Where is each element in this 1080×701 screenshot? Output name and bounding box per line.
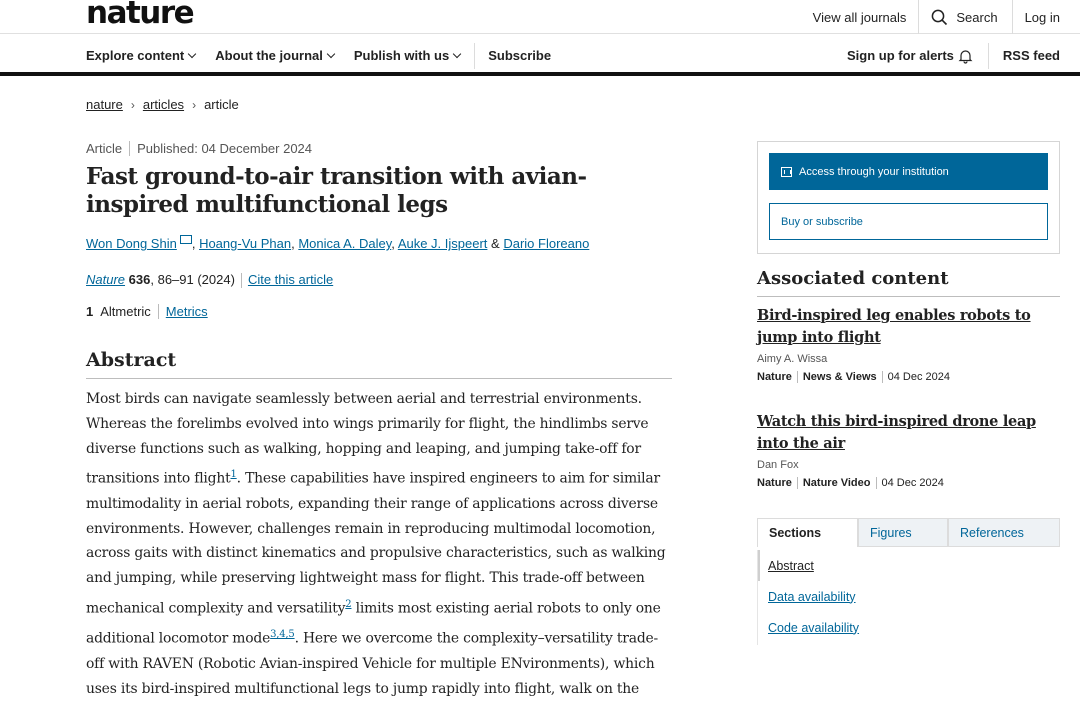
author-link[interactable]: Dario Floreano — [503, 236, 590, 251]
author-link[interactable]: Won Dong Shin — [86, 236, 177, 251]
buy-subscribe-button[interactable]: Buy or subscribe — [769, 203, 1048, 240]
volume: 636 — [128, 272, 151, 287]
associated-item — [757, 411, 1060, 489]
chevron-down-icon — [327, 49, 335, 57]
section-link-abstract[interactable]: Abstract — [757, 550, 1060, 581]
breadcrumb-current: article — [204, 97, 239, 112]
top-links — [801, 0, 1080, 34]
access-institution-label: Access through your institution — [799, 165, 949, 178]
associated-item-type: News & Views — [802, 371, 877, 383]
mail-icon[interactable] — [180, 235, 192, 244]
rss-feed-link[interactable]: RSS feed — [1002, 48, 1060, 63]
associated-item-date: 04 Dec 2024 — [887, 371, 951, 383]
reference-link[interactable]: 1 — [230, 469, 237, 481]
article-tabs — [757, 518, 1060, 547]
access-box — [757, 141, 1060, 254]
published-date: Published: 04 December 2024 — [137, 141, 313, 156]
section-link-code-availability[interactable]: Code availability — [768, 620, 860, 635]
author-link[interactable]: Monica A. Daley — [298, 236, 392, 251]
associated-item-journal: Nature — [757, 477, 792, 489]
associated-item-date: 04 Dec 2024 — [881, 477, 944, 489]
associated-item — [757, 305, 1060, 383]
divider — [797, 477, 798, 489]
tab-sections[interactable]: Sections — [757, 518, 858, 547]
reference-link[interactable]: 3,4,5 — [270, 629, 295, 641]
cite-article-link[interactable]: Cite this article — [247, 272, 334, 287]
search-button[interactable] — [918, 0, 1011, 34]
breadcrumb-separator: › — [192, 97, 197, 112]
associated-item-author: Dan Fox — [757, 459, 799, 471]
pages: , 86–91 (2024) — [150, 272, 235, 287]
divider — [882, 371, 883, 383]
author-list: Won Dong Shin , Hoang-Vu Phan, Monica A. Daley, Auke J. Ijspeert & Dario Floreano — [86, 236, 590, 251]
top-bar — [0, 0, 1080, 34]
divider — [129, 141, 130, 156]
author-link[interactable]: Auke J. Ijspeert — [397, 236, 488, 251]
citation-line — [86, 272, 333, 288]
associated-item-type: Nature Video — [802, 477, 871, 489]
metrics-link[interactable]: Metrics — [165, 304, 208, 319]
associated-item-title[interactable]: Bird-inspired leg enables robots to jump into flight — [757, 307, 1031, 346]
view-all-journals-link[interactable]: View all journals — [812, 9, 907, 25]
nav-divider — [988, 43, 989, 69]
abstract-heading: Abstract — [86, 349, 672, 379]
nav-divider — [474, 43, 475, 69]
altmetric-line — [86, 304, 208, 319]
chevron-down-icon — [188, 49, 196, 57]
abstract-text — [86, 387, 676, 701]
associated-item-journal: Nature — [757, 371, 792, 383]
reference-link[interactable]: 2 — [345, 599, 352, 610]
subscribe-link[interactable]: Subscribe — [488, 48, 552, 63]
search-label: Search — [956, 9, 998, 25]
publish-menu[interactable] — [354, 48, 460, 63]
abstract-part: Most birds can navigate seamlessly between aerial and terrestrial environments. Whereas the forelimbs evolved into wings primarily for flight, the hindlimbs serve diverse functions such as walking, hopping and leaping, and jumping take-off for transitions into flight — [86, 391, 649, 488]
publish-label: Publish with us — [353, 48, 450, 63]
article-meta — [86, 141, 312, 156]
explore-content-label: Explore content — [86, 48, 185, 63]
breadcrumb-nature[interactable]: nature — [86, 97, 123, 112]
associated-item-meta — [757, 477, 1060, 489]
about-journal-menu[interactable] — [215, 48, 334, 63]
alerts-label: Sign up for alerts — [847, 48, 954, 63]
article-title: Fast ground-to-air transition with avian-inspired multifunctional legs — [86, 163, 587, 218]
breadcrumb-articles[interactable]: articles — [142, 97, 185, 112]
sections-list — [757, 550, 1060, 643]
section-rail — [757, 550, 758, 645]
breadcrumb-separator: › — [130, 97, 135, 112]
section-link-data-availability[interactable]: Data availability — [768, 589, 856, 604]
access-institution-button[interactable] — [769, 153, 1048, 190]
divider — [158, 304, 159, 319]
institution-icon — [781, 167, 792, 177]
divider — [797, 371, 798, 383]
abstract-part: limits most existing aerial robots to only one additional locomotor mode — [86, 600, 661, 648]
explore-content-menu[interactable] — [86, 48, 195, 63]
abstract-part: . Here we overcome the complexity–versatility trade-off with RAVEN (Robotic Avian-inspired Vehicle for multiple ENvironments), which uses its bird-inspired multifunctional legs to jump rapidly into flight, walk on the — [86, 631, 659, 697]
altmetric-label: Altmetric — [100, 304, 151, 319]
bell-icon — [959, 49, 972, 63]
login-link[interactable]: Log in — [1012, 0, 1080, 34]
alerts-link[interactable] — [847, 48, 972, 63]
tab-figures[interactable]: Figures — [858, 518, 948, 547]
associated-item-title[interactable]: Watch this bird-inspired drone leap into the air — [757, 413, 1036, 452]
abstract-part: . These capabilities have inspired engineers to aim for similar multimodality in aerial robots, expanding their range of applications across diverse environments. However, challenges remain in reproducing multimodal locomotion, across gaits with distinct kinematics and propulsive characteristics, such as walking and jumping, while preserving lightweight mass for flight. This trade-off between mechanical complexity and versatility — [86, 471, 666, 617]
associated-content-heading: Associated content — [757, 268, 1060, 297]
divider — [241, 273, 242, 288]
nature-logo[interactable]: nature — [86, 0, 194, 31]
associated-item-author: Aimy A. Wissa — [757, 353, 828, 365]
main-nav — [0, 35, 1080, 76]
chevron-down-icon — [453, 49, 461, 57]
associated-item-meta — [757, 371, 1060, 383]
author-link[interactable]: Hoang-Vu Phan — [199, 236, 292, 251]
search-icon — [931, 9, 948, 26]
journal-link[interactable]: Nature — [86, 272, 126, 287]
about-journal-label: About the journal — [215, 48, 323, 63]
article-type: Article — [86, 141, 123, 156]
tab-references[interactable]: References — [948, 518, 1060, 547]
breadcrumb — [86, 97, 239, 112]
divider — [876, 477, 877, 489]
altmetric-count: 1 — [86, 304, 94, 319]
